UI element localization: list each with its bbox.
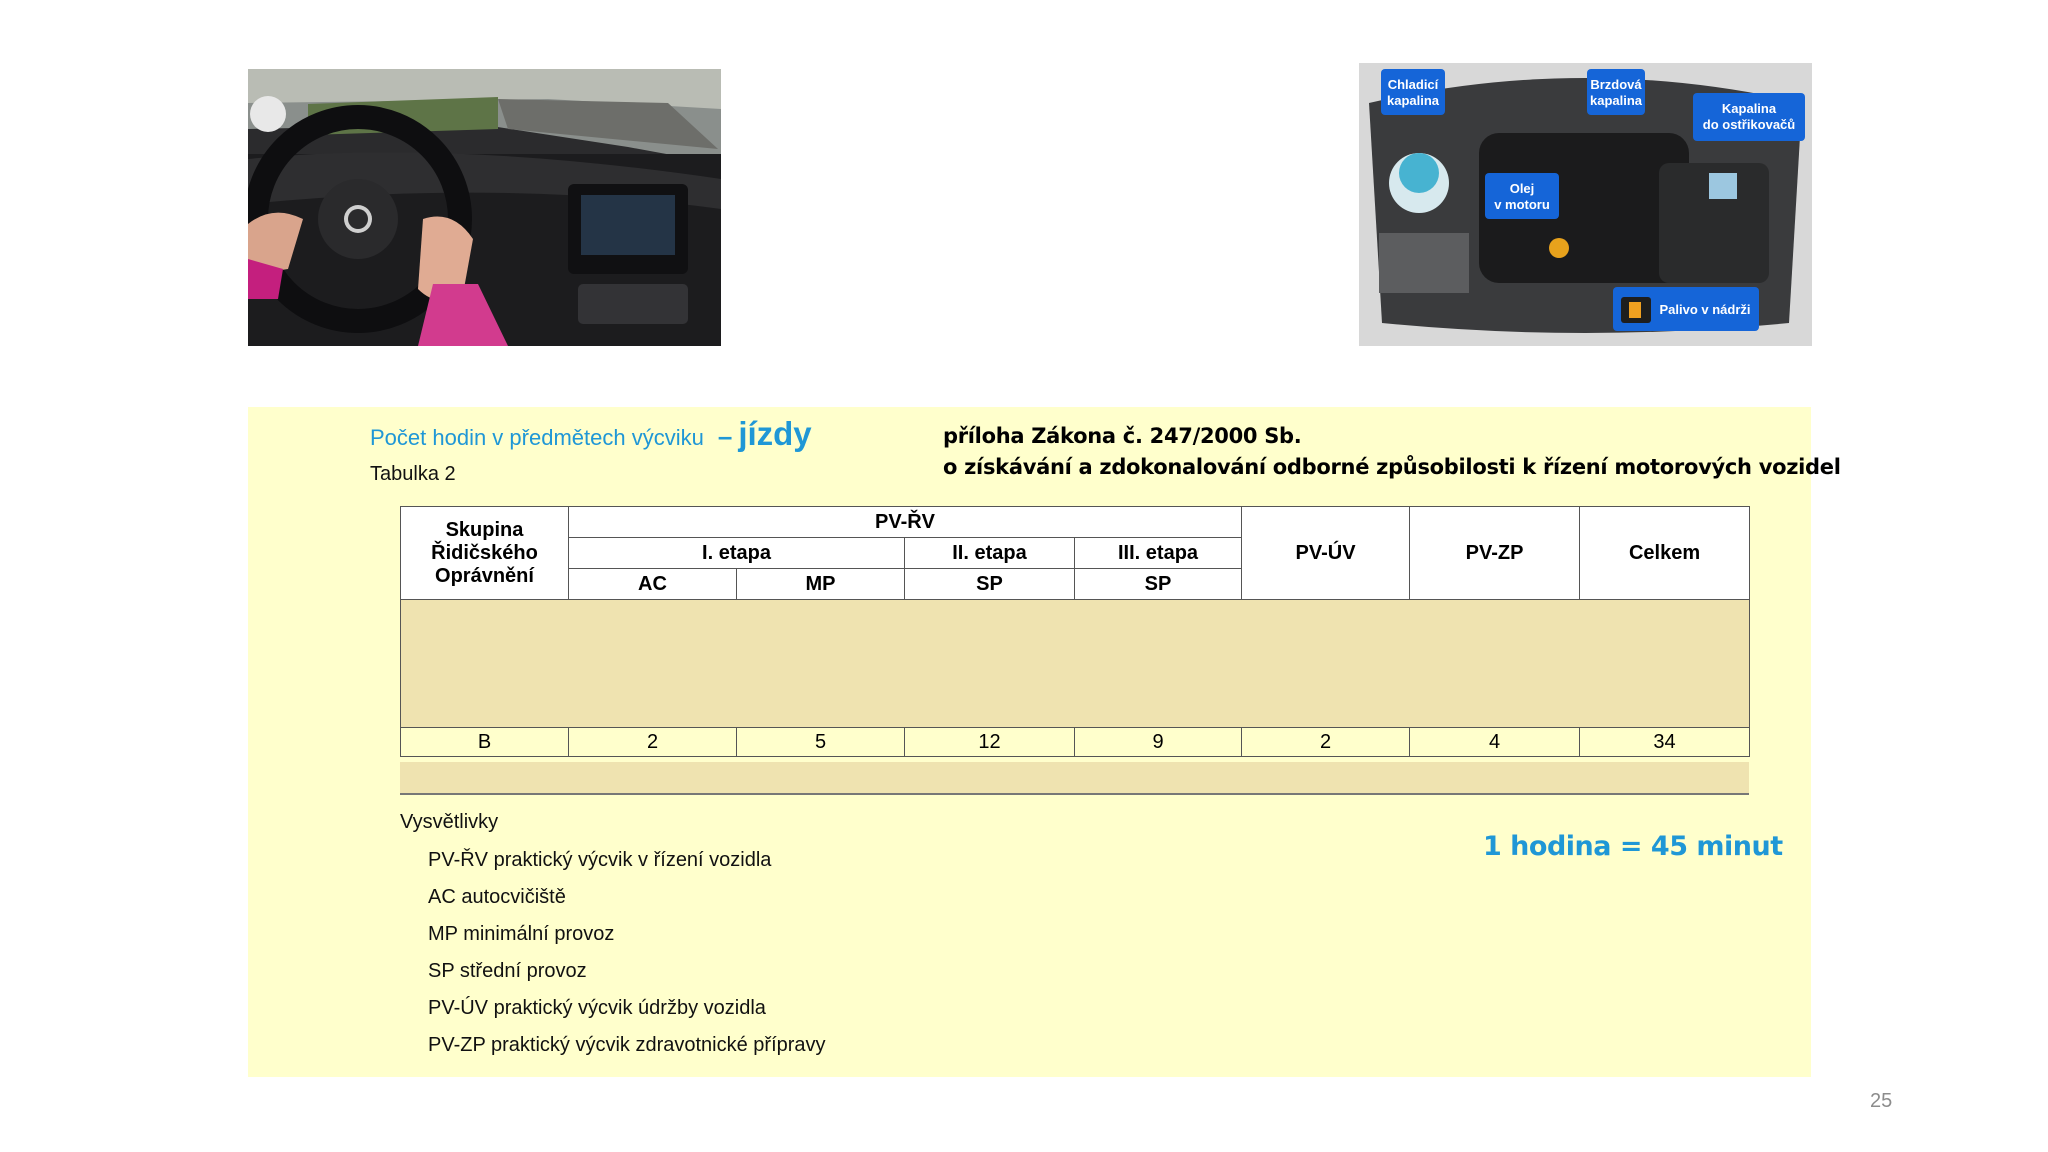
cell-group: B — [401, 728, 569, 757]
legend-item: PV-ZP praktický výcvik zdravotnické přípravy — [428, 1034, 826, 1056]
law-line-1: příloha Zákona č. 247/2000 Sb. — [943, 424, 1302, 448]
legend-title: Vysvětlivky — [400, 811, 499, 833]
callout-washer-1: Kapalina — [1721, 101, 1777, 116]
section-heading — [370, 415, 812, 453]
hour-note: 1 hodina = 45 minut — [1483, 831, 1783, 862]
legend-item: SP střední provoz — [428, 960, 587, 982]
header-pvuv: PV-ÚV — [1242, 507, 1410, 600]
cell-ac: 2 — [569, 728, 737, 757]
header-sp-2: SP — [905, 569, 1075, 600]
legend — [400, 811, 826, 1064]
header-mp: MP — [737, 569, 905, 600]
cell-sp-3: 9 — [1075, 728, 1242, 757]
header-celkem: Celkem — [1580, 507, 1750, 600]
heading-dash: – — [717, 421, 733, 451]
law-line-2: o získávání a zdokonalování odborné způsobilosti k řízení motorových vozidel — [943, 455, 1841, 479]
callout-brake-1: Brzdová — [1590, 77, 1642, 92]
callout-brake-2: kapalina — [1589, 93, 1643, 108]
engine-bay-photo — [1359, 63, 1812, 346]
legend-item: AC autocvičiště — [428, 886, 566, 908]
header-pvrv: PV-ŘV — [569, 507, 1242, 538]
legend-item: MP minimální provoz — [428, 923, 615, 945]
callout-coolant-2: kapalina — [1386, 93, 1440, 108]
callout-oil-1: Olej — [1509, 181, 1535, 196]
law-reference — [943, 421, 1841, 483]
driving-photo — [248, 69, 721, 346]
heading-emphasis: jízdy — [738, 415, 812, 452]
header-etapa-3: III. etapa — [1075, 538, 1242, 569]
hours-table — [400, 506, 1750, 757]
callout-washer-2: do ostřikovačů — [1702, 117, 1796, 132]
header-etapa-2: II. etapa — [905, 538, 1075, 569]
legend-item: PV-ŘV praktický výcvik v řízení vozidla — [428, 849, 772, 871]
table-caption: Tabulka 2 — [370, 463, 456, 485]
cell-sp-2: 12 — [905, 728, 1075, 757]
cell-mp: 5 — [737, 728, 905, 757]
header-group-line-3: Oprávnění — [435, 564, 534, 587]
table-spacer — [401, 600, 1750, 728]
cell-celkem: 34 — [1580, 728, 1750, 757]
header-sp-3: SP — [1075, 569, 1242, 600]
cell-pvuv: 2 — [1242, 728, 1410, 757]
callout-coolant-1: Chladicí — [1387, 77, 1439, 92]
header-group — [401, 507, 569, 600]
table-bottom-band — [400, 762, 1749, 795]
callout-fuel: Palivo v nádrži — [1659, 302, 1751, 317]
header-ac: AC — [569, 569, 737, 600]
callout-oil-2: v motoru — [1494, 197, 1550, 212]
header-group-line-2: Řidičského — [431, 541, 538, 564]
legend-item: PV-ÚV praktický výcvik údržby vozidla — [428, 997, 766, 1019]
table-row — [401, 728, 1750, 757]
header-group-line-1: Skupina — [445, 518, 524, 541]
cell-pvzp: 4 — [1410, 728, 1580, 757]
hours-panel — [248, 407, 1841, 1077]
page-number: 25 — [1870, 1090, 1893, 1112]
heading-main: Počet hodin v předmětech výcviku — [370, 425, 704, 450]
header-pvzp: PV-ZP — [1410, 507, 1580, 600]
header-etapa-1: I. etapa — [569, 538, 905, 569]
